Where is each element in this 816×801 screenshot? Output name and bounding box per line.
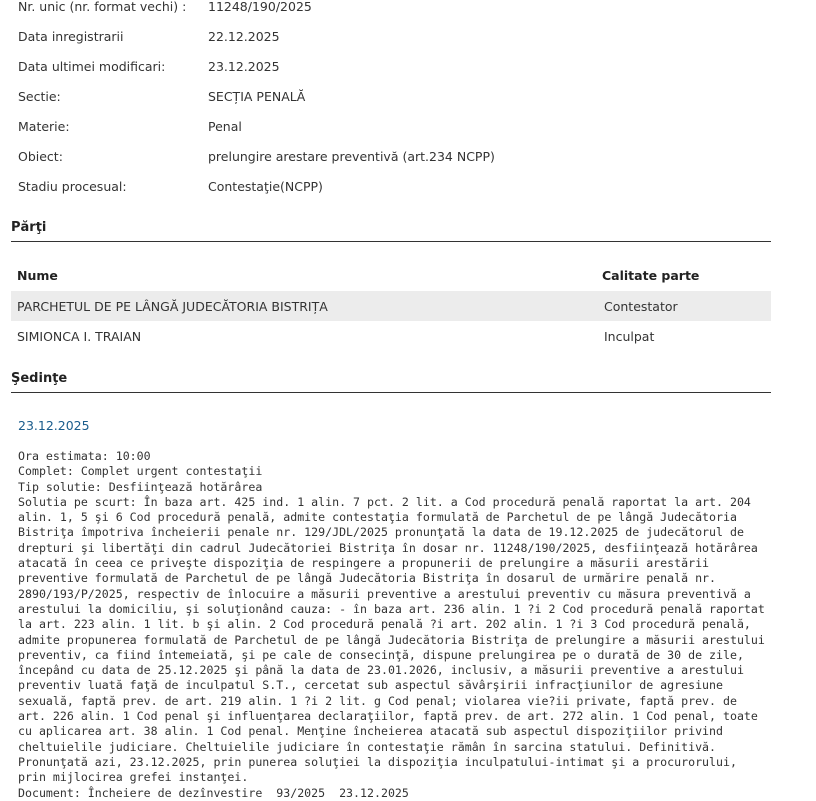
party-name: PARCHETUL DE PE LÂNGĂ JUDECĂTORIA BISTRIȚA	[17, 299, 328, 314]
sedinta-date: 23.12.2025	[18, 418, 90, 433]
info-label: Nr. unic (nr. format vechi) :	[18, 0, 187, 14]
info-value: SECȚIA PENALĂ	[208, 89, 306, 104]
info-label: Obiect:	[18, 149, 63, 164]
parti-section-title: Părţi	[11, 220, 771, 242]
sedinta-details	[18, 449, 770, 801]
info-value: Contestaţie(NCPP)	[208, 179, 323, 194]
tip-solutie: Tip solutie: Desfiinţează hotărârea	[18, 479, 263, 494]
table-row	[11, 321, 771, 351]
complet: Complet: Complet urgent contestaţii	[18, 464, 263, 479]
info-value: Penal	[208, 119, 242, 134]
sedinte-section-title: Şedinţe	[11, 371, 771, 393]
col-header-nume: Nume	[17, 268, 58, 283]
table-row	[11, 291, 771, 321]
info-value: 11248/190/2025	[208, 0, 312, 14]
ora-estimata: Ora estimata: 10:00	[18, 449, 151, 463]
party-role: Inculpat	[604, 329, 655, 344]
info-value: 22.12.2025	[208, 29, 280, 44]
info-label: Data inregistrarii	[18, 29, 124, 44]
col-header-calitate: Calitate parte	[602, 268, 700, 283]
party-role: Contestator	[604, 299, 678, 314]
info-value: 23.12.2025	[208, 59, 280, 74]
party-name: SIMIONCA I. TRAIAN	[17, 329, 142, 344]
info-label: Sectie:	[18, 89, 61, 104]
parti-table-header	[11, 266, 771, 284]
info-value: prelungire arestare preventivă (art.234 NCPP)	[208, 149, 495, 164]
info-label: Materie:	[18, 119, 70, 134]
solutie-pe-scurt: Solutia pe scurt: În baza art. 425 ind. 1 alin. 7 pct. 2 lit. a Cod procedură penală raportat la art. 204 alin. 1, 5 şi 6 Cod procedură penală, admite contestaţia formulată de Parchetul de pe lângă Judecătoria Bistriţa împotriva încheierii penale nr. 129/JDL/2025 pronunţată la data de 19.12.2025 de judecătorul de drepturi şi libertăţi din cadrul Judecătoriei Bistriţa în dosar nr. 11248/190/2025, desfiinţează hotărârea atacată în ceea ce priveşte dispoziţia de respingere a propunerii de prelungire a măsurii arestării preventive formulată de Parchetul de pe lângă Judecătoria Bistriţa în dosarul de urmărire penală nr. 2890/193/P/2025, respectiv de înlocuire a măsurii preventive a arestului preventiv cu măsura preventivă a arestului la domiciliu, şi soluţionând cauza: - în baza art. 236 alin. 1 ?i 2 Cod procedură penală raportat la art. 223 alin. 1 lit. b şi alin. 2 Cod procedură penală ?i art. 202 alin. 1 ?i 3 Cod procedură penală, admite propunerea formulată de Parchetul de pe lângă Judecătoria Bistriţa de prelungire a măsurii arestului preventiv, ca fiind întemeiată, şi pe cale de consecinţă, dispune prelungirea pe o durată de 30 de zile, începând cu data de 25.12.2025 şi până la data de 23.01.2026, inclusiv, a măsurii preventive a arestului preventiv luată faţă de inculpatul S.T., cercetat sub aspectul săvârşirii infracţiunilor de agresiune sexuală, faptă prev. de art. 219 alin. 1 ?i 2 lit. g Cod penal; violarea vie?ii private, faptă prev. de art. 226 alin. 1 Cod penal şi influenţarea declaraţiilor, faptă prev. de art. 272 alin. 1 Cod penal, toate cu aplicarea art. 38 alin. 1 Cod penal. Menţine încheierea atacată sub aspectul dispoziţiilor privind cheltuielile judiciare. Cheltuielile judiciare în contestaţie rămân în sarcina statului. Definitivă. Pronunţată azi, 23.12.2025, prin punerea soluţiei la dispoziţia inculpatului-intimat şi a procurorului, prin mijlocirea grefei instanţei.	[18, 494, 772, 785]
info-label: Data ultimei modificari:	[18, 59, 166, 74]
info-label: Stadiu procesual:	[18, 179, 127, 194]
document-link[interactable]: Document: Încheiere de dezînvestire 93/2025 23.12.2025	[18, 785, 409, 800]
